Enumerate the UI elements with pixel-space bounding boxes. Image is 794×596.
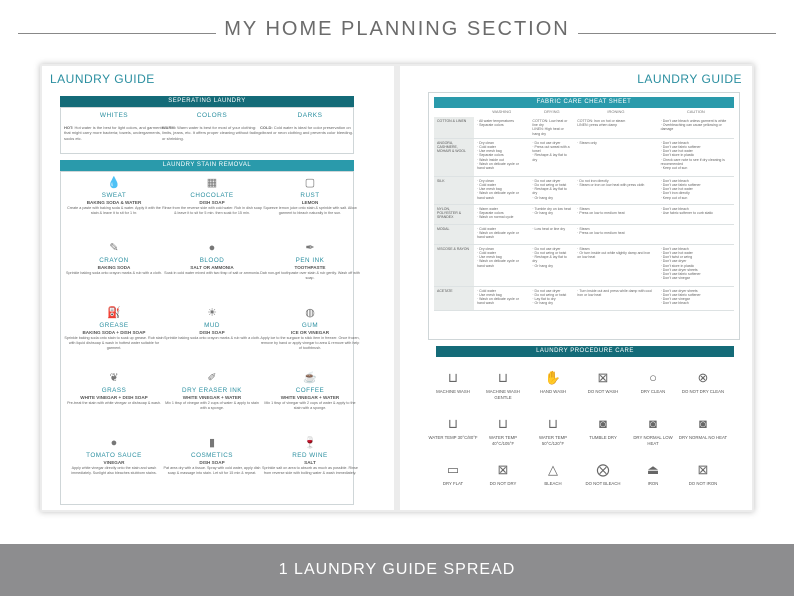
- table-cell: [658, 224, 734, 244]
- table-cell: · Turn inside out and press while damp with cool iron or low heat: [574, 286, 657, 310]
- procedure-heading: LAUNDRY PROCEDURE CARE: [436, 346, 734, 357]
- separating-col-lead: HOT:: [64, 124, 74, 130]
- care-symbol-label: DRY FLAT: [442, 481, 464, 486]
- stain-instructions: Squeeze lemon juice onto stain & sprinkle with salt. Allow garment to bleach naturally in the sun.: [263, 206, 357, 215]
- stain-item: [64, 436, 164, 476]
- care-symbol: [628, 416, 678, 446]
- stain-item: [162, 176, 262, 216]
- stain-instructions: Pat area dry with a tissue. Spray with cold water, apply dish soap & massage into stain. Let sit for 15 min & repeat.: [163, 466, 261, 475]
- table-cell: · Do not use dryer · Press out sweat with a towel · Reshape & lay flat to dry: [529, 138, 574, 176]
- separating-col-name: DARKS: [297, 112, 323, 119]
- separating-col-text: [162, 125, 262, 142]
- care-symbol: [478, 370, 528, 400]
- iron-icon: ⏏: [646, 462, 660, 477]
- cosmetics-icon: ▮: [208, 437, 216, 449]
- oil-can-icon: ⛽: [107, 307, 121, 319]
- fabric-name: VISCOSE & RAYON: [434, 244, 474, 286]
- care-symbol-label: DO NOT DRY CLEAN: [681, 389, 725, 394]
- stain-name: RED WINE: [292, 452, 328, 459]
- table-cell: COTTON: Low heat or line dry LINEN: High heat or hang dry: [529, 117, 574, 138]
- rust-icon: ▢: [304, 177, 316, 189]
- care-symbol: [578, 416, 628, 441]
- stain-name: MUD: [204, 322, 220, 329]
- stain-item: [64, 306, 164, 351]
- stain-item: [64, 241, 164, 276]
- stain-name: GUM: [301, 322, 319, 329]
- care-symbol-label: MACHINE WASH: [436, 389, 470, 394]
- stain-item: [260, 176, 360, 216]
- table-cell: · Cold water · Wash on delicate cycle or hand wash: [474, 224, 529, 244]
- fabric-name: NYLON, POLYESTER & SPANDEX: [434, 204, 474, 224]
- footer-label: 1 LAUNDRY GUIDE SPREAD: [278, 561, 516, 578]
- table-cell: · Steam only: [574, 138, 657, 176]
- stain-instructions: Sprinkle salt on area to absorb as much as possible. Rinse from reverse side with boiling water & wash immediately.: [262, 466, 358, 475]
- stain-remedy: WHITE VINEGAR + DISH SOAP: [80, 395, 148, 400]
- do-not-wash-icon: ⊠: [597, 370, 609, 385]
- separating-col-text: [260, 125, 360, 136]
- header-rule-right: [578, 33, 776, 34]
- stain-instructions: Soak in cold water mixed with two tbsp of salt or ammonia.: [164, 271, 260, 275]
- stain-item: [162, 241, 262, 276]
- stain-remedy: VINEGAR: [103, 460, 125, 465]
- separating-col: [260, 113, 360, 136]
- stain-name: CRAYON: [99, 257, 129, 264]
- stain-name: RUST: [300, 192, 320, 199]
- table-cell: · Do not use dryer · Do not wring or twist · Lay flat to dry · Or hang dry: [529, 286, 574, 310]
- stain-item: [162, 371, 262, 411]
- table-cell: · Don't use bleach · Use fabric softener to curb static: [658, 204, 734, 224]
- stain-instructions: Rinse from the reverse side with cold water. Rub in dish soap & leave it to sit for 5 min. then soak for 15 min.: [162, 206, 262, 215]
- bleach-icon: △: [548, 462, 558, 477]
- stain-remedy: TOOTHPASTE: [294, 265, 326, 270]
- care-symbol-label: WATER TEMP 30°C/80°F: [428, 435, 478, 440]
- care-symbol: [678, 462, 728, 487]
- table-row: [434, 224, 734, 244]
- table-row: [434, 117, 734, 138]
- stain-remedy: DISH SOAP: [199, 460, 225, 465]
- fabric-name: ANGORA, CASHMERE, MOHAIR & WOOL: [434, 138, 474, 176]
- table-cell: · Don't use bleach unless garment is white · Overbleaching can cause yellowing or damage: [658, 117, 734, 138]
- table-header-fabric: [434, 108, 474, 117]
- right-page: [400, 66, 752, 510]
- table-row: [434, 138, 734, 176]
- table-cell: · Steam · Press on low to medium heat: [574, 224, 657, 244]
- do-not-dry-clean-icon: ⊗: [697, 370, 709, 385]
- drop-icon: 💧: [107, 177, 121, 189]
- footer-banner: [0, 544, 794, 596]
- care-symbol-label: HAND WASH: [539, 389, 567, 394]
- care-symbol-label: DO NOT IRON: [688, 481, 718, 486]
- hand-wash-icon: ✋: [544, 370, 562, 385]
- stain-item: [162, 436, 262, 476]
- stain-instructions: Dab non-gel toothpaste over stain & rub gently. Wash off with soap.: [260, 271, 360, 280]
- page-title: MY HOME PLANNING SECTION: [224, 18, 570, 40]
- care-symbol: [478, 416, 528, 446]
- tomato-icon: ●: [110, 437, 118, 449]
- care-symbol: [528, 416, 578, 446]
- care-symbol-label: WATER TEMP 40°C/105°F: [488, 435, 518, 446]
- care-symbol: [528, 370, 578, 395]
- table-cell: · Do not use dryer · Do not wring or twist · Reshape & lay flat to dry · Or hang dry: [529, 244, 574, 286]
- fabric-name: COTTON & LINEN: [434, 117, 474, 138]
- do-not-dry-icon: ⊠: [497, 462, 509, 477]
- planner-spread: [40, 64, 754, 512]
- grass-icon: ❦: [109, 372, 119, 384]
- separating-heading: SEPERATING LAUNDRY: [60, 96, 354, 107]
- care-symbol-label: IRON: [647, 481, 659, 486]
- table-cell: COTTON: Iron on hot or steam LINEN: press when damp: [574, 117, 657, 138]
- fabric-care-table: [434, 108, 734, 311]
- stain-name: GRASS: [101, 387, 127, 394]
- pen-icon: ✒: [305, 242, 315, 254]
- fabric-name: MODAL: [434, 224, 474, 244]
- stain-item: [64, 176, 164, 216]
- do-not-iron-icon: ⊠: [697, 462, 709, 477]
- machine-wash-gentle-icon: ⊔: [497, 370, 509, 385]
- dry-normal-no-heat-icon: ◙: [699, 416, 707, 431]
- table-cell: · Don't use bleach · Don't use hot water · Don't twist or wring · Don't use dryer · Don't store in plastic · Don't use dryer sheets · Don't use fabric softener · Don't use vinegar: [658, 244, 734, 286]
- stain-remedy: DISH SOAP: [199, 200, 225, 205]
- table-cell: · Dry clean · Cold water · Use mesh bag · Wash on delicate cycle or hand wash: [474, 176, 529, 204]
- stain-remedy: BAKING SODA + DISH SOAP: [82, 330, 146, 335]
- table-cell: · Cold water · Use mesh bag · Wash on delicate cycle or hand wash: [474, 286, 529, 310]
- stain-remedy: BAKING SODA & WATER: [86, 200, 142, 205]
- table-cell: · Warm water · Separate colors · Wash on normal cycle: [474, 204, 529, 224]
- chocolate-icon: ▦: [206, 177, 218, 189]
- table-cell: · Dry clean · Cold water · Use mesh bag · Wash on delicate cycle or hand wash: [474, 244, 529, 286]
- cheat-heading: FABRIC CARE CHEAT SHEET: [434, 97, 734, 108]
- left-page-title: LAUNDRY GUIDE: [50, 72, 155, 86]
- stain-item: [260, 306, 360, 351]
- stain-item: [260, 371, 360, 411]
- table-cell: · Don't use bleach · Don't use fabric softener · Don't use hot water · Don't store in plastic · Check care note to see if dry cleaning is recommended · Keep out of sun: [658, 138, 734, 176]
- table-header-cell: DRYING: [544, 109, 560, 115]
- wine-glass-icon: 🍷: [303, 437, 317, 449]
- coffee-icon: ☕: [303, 372, 317, 384]
- crayon-icon: ✎: [109, 242, 119, 254]
- stain-remedy: WHITE VINEGAR + WATER: [280, 395, 340, 400]
- stain-instructions: Mix 1 tbsp of vinegar with 2 cups of water & apply to stain with a sponge.: [165, 401, 259, 410]
- tumble-dry-icon: ◙: [599, 416, 607, 431]
- stain-instructions: Sprinkle baking soda onto crayon marks & rub with a cloth.: [66, 271, 162, 275]
- stain-heading: LAUNDRY STAIN REMOVAL: [60, 160, 354, 171]
- table-header-cell: IRONING: [607, 109, 625, 115]
- separating-col-body: Hot water is the best for light colors, and garments that might carry more bacteria; towels, undergarments, socks etc.: [64, 124, 164, 141]
- stain-name: COFFEE: [295, 387, 325, 394]
- fabric-name: SILK: [434, 176, 474, 204]
- stain-item: [260, 241, 360, 281]
- stain-remedy: DISH SOAP: [199, 330, 225, 335]
- stain-remedy: ICE OR VINEGAR: [290, 330, 330, 335]
- stain-remedy: LEMON: [301, 200, 319, 205]
- stain-remedy: SALT OR AMMONIA: [190, 265, 234, 270]
- table-cell: · Do not use dryer · Do not wring or twist · Reshape & lay flat to dry · Or hang dry: [529, 176, 574, 204]
- care-symbol-label: DO NOT BLEACH: [585, 481, 621, 486]
- stain-instructions: Pre-treat the stain with white vinegar or dishsoap & wash.: [67, 401, 161, 405]
- machine-wash-icon: ⊔: [447, 370, 459, 385]
- mud-icon: ☀: [207, 307, 217, 319]
- care-symbol: [428, 416, 478, 441]
- gum-icon: ◍: [305, 307, 315, 319]
- table-cell: · Tumble dry on low heat · Or hang dry: [529, 204, 574, 224]
- header-rule-left: [18, 33, 216, 34]
- care-symbol: [678, 416, 728, 441]
- care-symbol: [428, 462, 478, 487]
- stain-name: PEN INK: [295, 257, 325, 264]
- table-cell: · Steam · Press on low to medium heat: [574, 204, 657, 224]
- table-header-cell: WASHING: [492, 109, 512, 115]
- table-cell: · Low heat or line dry: [529, 224, 574, 244]
- care-symbol-label: DRY NORMAL LOW HEAT: [633, 435, 673, 446]
- do-not-bleach-icon: ⨂: [596, 462, 610, 477]
- stain-instructions: Sprinkle baking soda onto stain to soak up grease. Rub stain with liquid dishsoap & wash in hottest water suitable for garment.: [64, 336, 164, 350]
- dry-clean-icon: ○: [649, 370, 657, 385]
- care-symbol-label: TUMBLE DRY: [589, 435, 617, 440]
- care-symbol: [628, 462, 678, 487]
- stain-name: BLOOD: [199, 257, 225, 264]
- care-symbol: [578, 462, 628, 487]
- separating-col-lead: COLD:: [260, 124, 273, 130]
- fabric-name: ACETATE: [434, 286, 474, 310]
- separating-col-name: WHITES: [99, 112, 129, 119]
- care-symbol-label: BLEACH: [544, 481, 562, 486]
- table-cell: · All water temperatures · Separate colors: [474, 117, 529, 138]
- care-symbol-label: DO NOT WASH: [587, 389, 619, 394]
- stain-name: DRY ERASER INK: [182, 387, 242, 394]
- separating-col: [64, 113, 164, 141]
- separating-col-body: Warm water is best for most of your clothing: limits, jeans, etc. It offers proper cleaning without fading or shrinking.: [162, 124, 261, 141]
- stain-name: SWEAT: [101, 192, 127, 199]
- table-header-cell: CAUTION: [686, 109, 705, 115]
- stain-name: CHOCOLATE: [190, 192, 234, 199]
- table-header-row: [434, 108, 734, 117]
- care-symbol: [628, 370, 678, 395]
- care-symbol-label: DRY NORMAL NO HEAT: [678, 435, 728, 440]
- stain-instructions: Create a paste with baking soda & water. Apply it with the stain & leave it to sit for 1 hr.: [67, 206, 161, 215]
- table-row: [434, 204, 734, 224]
- table-cell: · Steam · Or turn inside out while slightly damp and iron on low heat: [574, 244, 657, 286]
- care-symbol-label: DRY CLEAN: [640, 389, 666, 394]
- stain-remedy: WHITE VINEGAR + WATER: [182, 395, 242, 400]
- stain-name: GREASE: [99, 322, 129, 329]
- table-row: [434, 176, 734, 204]
- stain-remedy: SALT: [304, 460, 316, 465]
- stain-instructions: Apply ice to the surgace to stick item in freezer. Once frozen, remove by hand or apply vinegar to area & remove with help of toothbrush.: [260, 336, 360, 350]
- stain-item: [162, 306, 262, 341]
- care-symbol: [678, 370, 728, 395]
- stain-name: TOMATO SAUCE: [86, 452, 142, 459]
- water-temp-30-icon: ⊔: [447, 416, 459, 431]
- dry-normal-low-heat-icon: ◙: [649, 416, 657, 431]
- stain-item: [260, 436, 360, 476]
- stain-name: COSMETICS: [191, 452, 233, 459]
- care-symbol: [478, 462, 528, 487]
- care-symbol-label: WATER TEMP 50°C/120°F: [538, 435, 568, 446]
- separating-col: [162, 113, 262, 141]
- right-page-title: LAUNDRY GUIDE: [637, 72, 742, 86]
- separating-col-text: [64, 125, 164, 142]
- marker-icon: ✐: [207, 372, 217, 384]
- table-cell: · Don't use bleach · Don't use fabric softener · Don't use hot water · Don't iron directly · Keep out of sun: [658, 176, 734, 204]
- stain-instructions: Mix 1 tbsp of vinegar with 2 cups of water & apply to the stain with a sponge.: [264, 401, 356, 410]
- care-symbol-label: DO NOT DRY: [489, 481, 517, 486]
- care-symbol: [528, 462, 578, 487]
- separating-col-name: COLORS: [196, 112, 228, 119]
- care-symbol-label: MACHINE WASH GENTLE: [486, 389, 520, 400]
- header: [0, 0, 794, 62]
- stain-item: [64, 371, 164, 406]
- table-cell: · Don't use dryer sheets · Don't use fabric softener · Don't use vinegar · Don't use bleach: [658, 286, 734, 310]
- table-row: [434, 286, 734, 310]
- stain-instructions: Apply white vinegar directly onto the stain and wash immediately. Sunlight also bleaches stubborn stains.: [71, 466, 157, 475]
- blood-icon: ●: [208, 242, 216, 254]
- table-row: [434, 244, 734, 286]
- water-temp-50-icon: ⊔: [547, 416, 559, 431]
- care-symbol: [428, 370, 478, 395]
- table-cell: · Dry clean · Cold water · Use mesh bag · Separate colors · Wash inside out · Wash on delicate cycle or hand wash: [474, 138, 529, 176]
- dry-flat-icon: ▭: [446, 462, 460, 477]
- table-cell: · Do not iron directly · Steam or iron on low heat with press cloth: [574, 176, 657, 204]
- stain-instructions: Sprinkle baking soda onto crayon marks & rub with a cloth.: [164, 336, 260, 340]
- left-page: [42, 66, 394, 510]
- care-symbol: [578, 370, 628, 395]
- stain-remedy: BAKING SODA: [97, 265, 131, 270]
- separating-col-body: Cold water is ideal for color preservation on vibrant or neon clothing and prevents color bleeding.: [260, 124, 353, 135]
- separating-col-lead: WARM:: [162, 124, 176, 130]
- water-temp-40-icon: ⊔: [497, 416, 509, 431]
